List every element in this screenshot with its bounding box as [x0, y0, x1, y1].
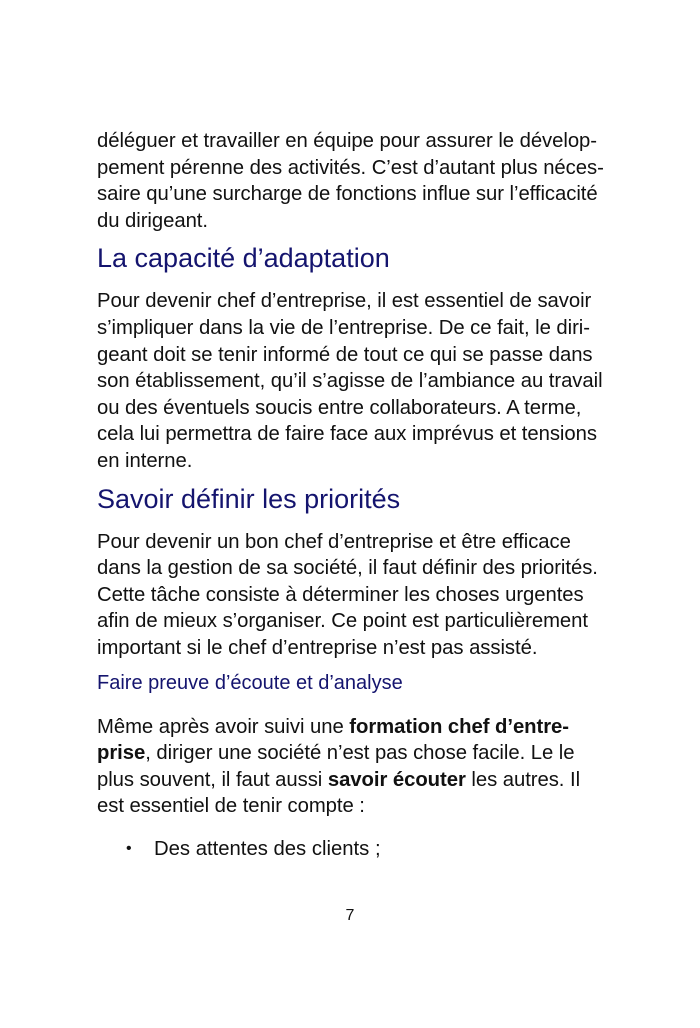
text-line: geant doit se tenir informé de tout ce qui se passe dans [97, 343, 593, 366]
text-line: pement pérenne des activités. C’est d’autant plus néces- [97, 156, 604, 179]
bold-term: savoir écouter [327, 768, 466, 791]
heading-priorites: Savoir définir les priorités [97, 483, 401, 514]
text-line: son établissement, qu’il s’agisse de l’ambiance au travail [97, 370, 603, 393]
text-line: prise, diriger une société n’est pas chose facile. Le le [97, 742, 575, 765]
text-line: dans la gestion de sa société, il faut définir des priorités. [97, 557, 598, 580]
document-page [97, 128, 657, 862]
text-line: est essentiel de tenir compte : [97, 795, 365, 818]
bold-term: formation chef d’entre- [349, 715, 569, 738]
text-line: du dirigeant. [97, 209, 208, 232]
heading-adaptation: La capacité d’adaptation [97, 243, 390, 274]
text-line: s’impliquer dans la vie de l’entreprise. De ce fait, le diri- [97, 316, 590, 339]
intro-paragraph [97, 128, 657, 234]
text-line: saire qu’une surcharge de fonctions influe sur l’efficacité [97, 183, 598, 206]
text-line: Même après avoir suivi une formation chef d’entre- [97, 715, 569, 738]
page-number: 7 [345, 907, 355, 924]
text-line: cela lui permettra de faire face aux imprévus et tensions [97, 423, 597, 446]
paragraph-adaptation [97, 288, 657, 474]
text-line: afin de mieux s’organiser. Ce point est particulièrement [97, 610, 588, 633]
text-line: important si le chef d’entreprise n’est pas assisté. [97, 636, 538, 659]
paragraph-ecoute [97, 714, 657, 820]
text-line: Pour devenir un bon chef d’entreprise et être efficace [97, 530, 571, 553]
text-line: plus souvent, il faut aussi savoir écouter les autres. Il [97, 768, 581, 791]
paragraph-priorites [97, 529, 657, 662]
text-line: en interne. [97, 449, 193, 472]
bold-term: prise [97, 742, 146, 765]
bullet-icon: • [126, 839, 132, 857]
list-item-text: Des attentes des clients ; [154, 837, 381, 860]
text-line: Pour devenir chef d’entreprise, il est essentiel de savoir [97, 290, 592, 313]
text-line: déléguer et travailler en équipe pour assurer le dévelop- [97, 130, 597, 152]
text-line: ou des éventuels soucis entre collaborateurs. A terme, [97, 396, 582, 419]
list-item [97, 836, 657, 862]
text-line: Cette tâche consiste à déterminer les choses urgentes [97, 583, 584, 606]
heading-ecoute: Faire preuve d’écoute et d’analyse [97, 671, 403, 694]
bullet-list [97, 836, 657, 862]
